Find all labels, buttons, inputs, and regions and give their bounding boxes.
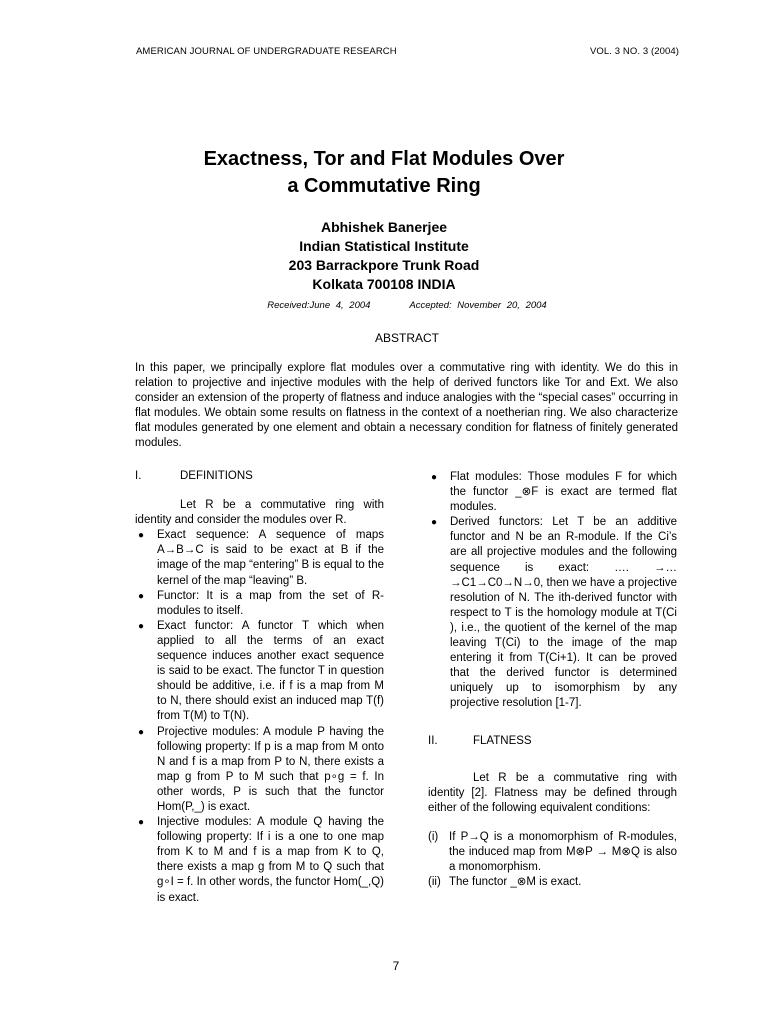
bullet-icon: ● — [138, 590, 145, 602]
definition-text: Exact functor: A functor T which when applied to all the terms of an exact sequence induces another exact sequence is said to be exact. The functor T in question should be additive, i.e. if f is a map from M to N, there should exist an induced map T(f) from T(M) to T(N). — [157, 619, 384, 723]
definition-text: Derived functors: Let T be an additive functor and N be an R-module. If the Ci’s are all projective modules and the following sequence is exact: …. →…→C1→C0→N→0, then we have a projective resolution of N. The ith-derived functor with respect to T is the homology module at T(Ci ), i.e., the quotient of the kernel of the map leaving T(Ci) to the image of the map entering it from T(Ci+1). It can be proved that the derived functor is determined uniquely up to isomorphism by any projective resolution [1-7]. — [450, 516, 677, 710]
definition-item — [428, 515, 677, 711]
section-intro: Let R be a commutative ring with identity [2]. Flatness may be defined through either of the following equivalent conditions: — [428, 771, 677, 814]
section-title: FLATNESS — [473, 734, 532, 747]
definition-item — [135, 589, 384, 619]
section-title: DEFINITIONS — [180, 470, 253, 482]
condition-label: (i) — [428, 830, 439, 843]
definition-item — [135, 725, 384, 816]
left-column — [135, 469, 384, 906]
author-block — [0, 218, 768, 294]
section-heading — [135, 469, 384, 484]
received-date: Received:June 4, 2004 — [267, 300, 371, 311]
right-column — [428, 470, 677, 890]
condition-item — [428, 830, 677, 875]
section-heading — [428, 734, 677, 749]
definition-text: Functor: It is a map from the set of R-modules to itself. — [157, 589, 384, 617]
condition-text: If P→Q is a monomorphism of R-modules, the induced map from M⊗P → M⊗Q is also a monomorphism. — [449, 830, 677, 874]
abstract-heading: ABSTRACT — [374, 331, 439, 345]
title-line-2: a Commutative Ring — [287, 175, 481, 197]
author-address-1: 203 Barrackpore Trunk Road — [288, 257, 480, 273]
bullet-icon: ● — [138, 817, 145, 829]
definition-list — [135, 528, 384, 905]
bullet-icon: ● — [138, 726, 145, 738]
condition-list — [428, 830, 677, 890]
author-name: Abhishek Banerjee — [320, 219, 448, 235]
dates-line — [0, 300, 768, 311]
section-intro: Let R be a commutative ring with identity and consider the modules over R. — [135, 499, 384, 527]
section-number: II. — [428, 734, 438, 747]
condition-text: The functor _⊗M is exact. — [449, 876, 582, 889]
condition-label: (ii) — [428, 876, 441, 889]
definition-item — [135, 815, 384, 906]
title-line-1: Exactness, Tor and Flat Modules Over — [203, 148, 565, 170]
definition-item — [135, 528, 384, 588]
section-number: I. — [135, 470, 142, 482]
author-address-2: Kolkata 700108 INDIA — [312, 276, 456, 292]
definition-text: Exact sequence: A sequence of maps A→B→C is said to be exact at B if the image of the map “entering” B is equal to the kernel of the map “leaving” B. — [157, 529, 384, 587]
definition-item — [428, 470, 677, 515]
definition-text: Projective modules: A module P having the following property: If p is a map from M onto N and f is a map from P to N, there exists a map g from P to M such that p∘g = f. In other words, P is such that the functor Hom(P,_) is exact. — [157, 725, 384, 813]
abstract-text: In this paper, we principally explore flat modules over a commutative ring with identity. We do this in relation to projective and injective modules with the help of derived functors like Tor and Ext. We also consider an extension of the property of flatness and induce analogies with the “special cases” occurring in flat modules. We obtain some results on flatness in the context of a noetherian ring. We also characterize flat modules generated by one element and obtain a necessary condition for flatness of finitely generated modules. — [135, 362, 678, 450]
page-number: 7 — [392, 959, 400, 973]
journal-header: AMERICAN JOURNAL OF UNDERGRADUATE RESEARCH — [136, 46, 397, 57]
definition-text: Flat modules: Those modules F for which the functor _⊗F is exact are termed flat modules. — [450, 471, 677, 514]
author-affiliation: Indian Statistical Institute — [299, 238, 469, 254]
bullet-icon: ● — [431, 517, 438, 529]
definition-item — [135, 619, 384, 725]
condition-item — [428, 875, 677, 890]
volume-header: VOL. 3 NO. 3 (2004) — [590, 46, 680, 57]
definition-text: Injective modules: A module Q having the following property: If i is a one to one map from K to M and f is a map from K to Q, there exists a map g from M to Q such that g∘I = f. In other words, the functor Hom(_,Q) is exact. — [157, 816, 384, 904]
definition-list-continued — [428, 470, 677, 712]
accepted-date: Accepted: November 20, 2004 — [409, 300, 547, 311]
bullet-icon: ● — [431, 472, 438, 483]
bullet-icon: ● — [138, 620, 145, 632]
bullet-icon: ● — [138, 530, 145, 542]
paper-title — [0, 146, 768, 200]
